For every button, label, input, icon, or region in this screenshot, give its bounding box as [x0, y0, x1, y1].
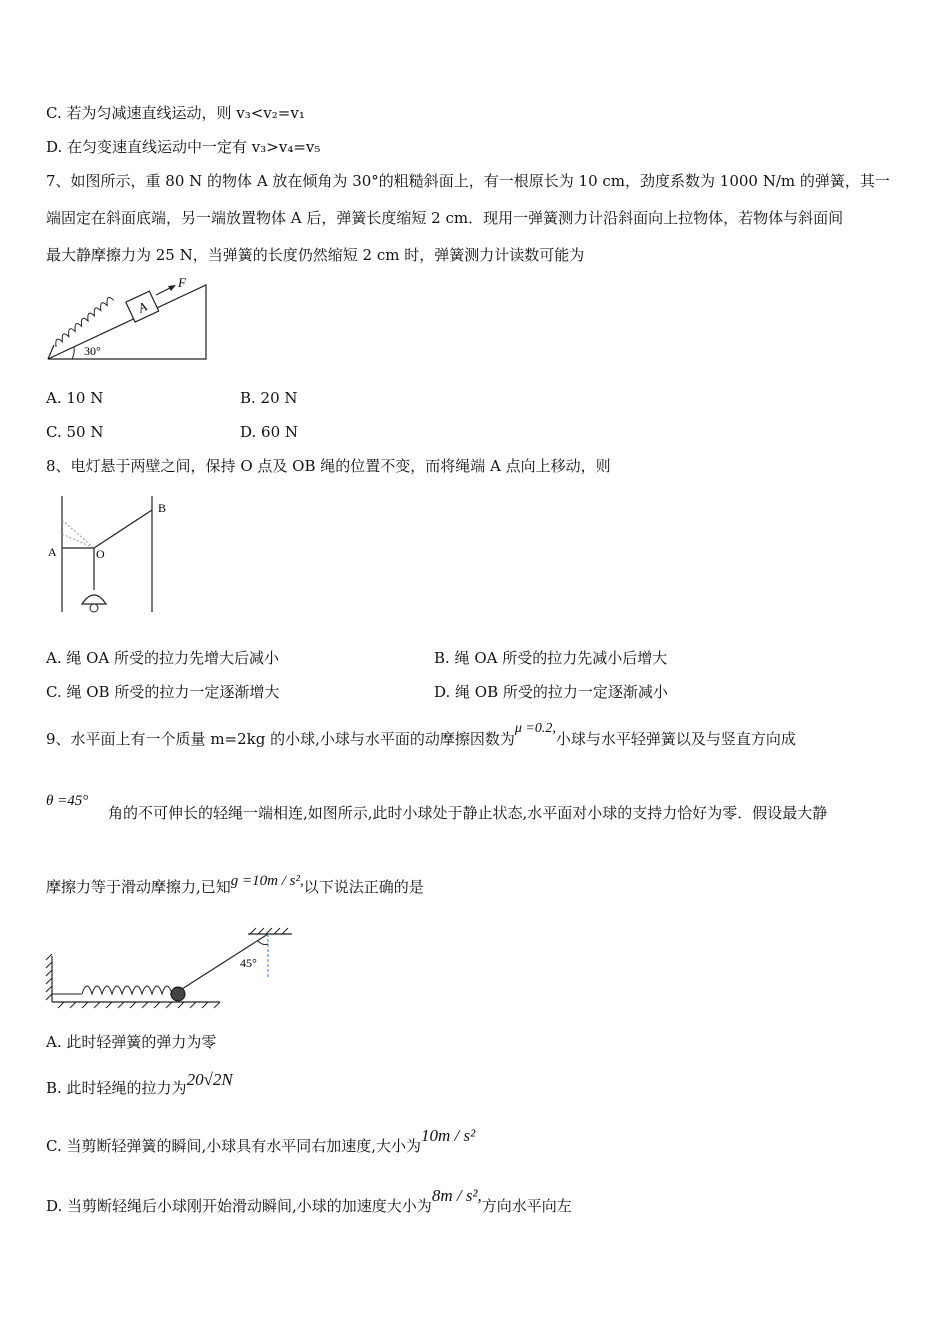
q9-angle-label: 45°	[240, 956, 257, 970]
q9-stem-line1	[46, 721, 796, 751]
q7-angle-label: 30°	[84, 344, 101, 358]
q8-lamp-figure	[46, 490, 176, 620]
q7-stem-line1: 7、如图所示，重 80 N 的物体 A 放在倾角为 30°的粗糙斜面上，有一根原长为 10 cm，劲度系数为 1000 N/m 的弹簧，其一	[46, 172, 890, 190]
q9-option-d-formula: 8m / s²,	[431, 1186, 482, 1205]
q9-stem-line2: 角的不可伸长的轻绳一端相连,如图所示,此时小球处于静止状态,水平面对小球的支持力恰好为零．假设最大静	[108, 804, 828, 822]
q9-mu-formula: μ =0.2,	[514, 721, 556, 736]
q8-option-a: A. 绳 OA 所受的拉力先增大后减小	[46, 649, 280, 667]
q8-option-b: B. 绳 OA 所受的拉力先减小后增大	[434, 649, 668, 667]
q9-option-d	[46, 1186, 572, 1216]
q7-stem-line2: 端固定在斜面底端，另一端放置物体 A 后，弹簧长度缩短 2 cm．现用一弹簧测力计沿斜面向上拉物体，若物体与斜面间	[46, 209, 844, 227]
q9-theta-formula: θ =45°	[46, 793, 89, 809]
q9-spring-figure	[44, 922, 304, 1014]
q9-stem-line3	[46, 873, 424, 898]
q8-option-c: C. 绳 OB 所受的拉力一定逐渐增大	[46, 683, 280, 701]
q7-option-a: A. 10 N	[46, 389, 104, 407]
q9-stem-line3-tail: 以下说法正确的是	[303, 878, 424, 896]
q7-force-label: F	[178, 275, 186, 290]
q9-stem-line1-text: 9、水平面上有一个质量 m=2kg 的小球,小球与水平面的动摩擦因数为	[46, 730, 515, 748]
q6-option-c: C. 若为匀减速直线运动，则 v₃<v₂=v₁	[46, 104, 305, 122]
q8-label-o: O	[96, 547, 105, 561]
q9-stem-line1-tail: 小球与水平轻弹簧以及与竖直方向成	[555, 730, 796, 748]
q7-option-d: D. 60 N	[240, 423, 299, 441]
q9-option-d-tail: 方向水平向左	[481, 1197, 572, 1215]
q9-option-b-formula: 20√2N	[186, 1070, 233, 1089]
q7-incline-figure	[44, 275, 214, 365]
q9-option-b-text: B. 此时轻绳的拉力为	[46, 1079, 187, 1097]
q9-stem-line3-text: 摩擦力等于滑动摩擦力,已知	[46, 878, 231, 896]
q9-option-c-text: C. 当剪断轻弹簧的瞬间,小球具有水平同右加速度,大小为	[46, 1137, 422, 1155]
q9-g-formula: g =10m / s²,	[230, 873, 304, 889]
q9-option-d-text: D. 当剪断轻绳后小球刚开始滑动瞬间,小球的加速度大小为	[46, 1197, 432, 1215]
q8-label-a: A	[48, 545, 57, 559]
q7-option-c: C. 50 N	[46, 423, 104, 441]
q8-label-b: B	[158, 501, 167, 515]
q7-option-b: B. 20 N	[240, 389, 298, 407]
q8-stem: 8、电灯悬于两壁之间，保持 O 点及 OB 绳的位置不变，而将绳端 A 点向上移动，则	[46, 457, 611, 475]
q7-stem-line3: 最大静摩擦力为 25 N，当弹簧的长度仍然缩短 2 cm 时，弹簧测力计读数可能为	[46, 246, 585, 264]
q8-option-d: D. 绳 OB 所受的拉力一定逐渐减小	[434, 683, 668, 701]
q9-option-c-formula: 10m / s²	[421, 1126, 476, 1145]
q9-option-b	[46, 1070, 233, 1098]
q6-option-d: D. 在匀变速直线运动中一定有 v₃>v₄=v₅	[46, 138, 321, 156]
q9-option-a: A. 此时轻弹簧的弹力为零	[46, 1033, 217, 1051]
q9-option-c	[46, 1126, 476, 1156]
q7-block-label: A	[135, 298, 150, 316]
